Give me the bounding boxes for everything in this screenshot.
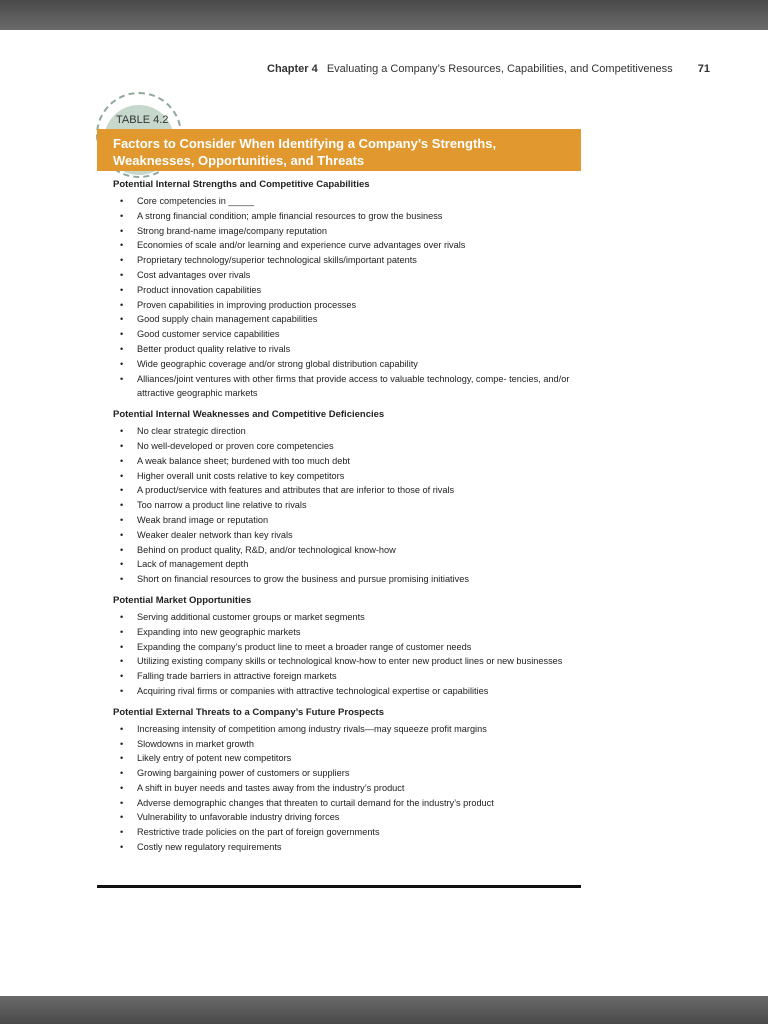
running-header (0, 63, 710, 75)
list-item: • Too narrow a product line relative to rivals (113, 498, 573, 513)
table-title-band (97, 129, 581, 171)
list-item: • Strong brand-name image/company reputation (113, 224, 573, 239)
section-heading: Potential Internal Strengths and Competitive Capabilities (113, 179, 370, 190)
list-item: • Likely entry of potent new competitors (113, 751, 573, 766)
list-item: • Adverse demographic changes that threaten to curtail demand for the industry’s product (113, 796, 573, 811)
list-item: • Expanding into new geographic markets (113, 625, 573, 640)
list-item: • Vulnerability to unfavorable industry driving forces (113, 810, 573, 825)
list-item: • Wide geographic coverage and/or strong global distribution capability (113, 357, 573, 372)
list-item: • Short on financial resources to grow the business and pursue promising initiatives (113, 572, 573, 587)
list-item: • Good supply chain management capabilities (113, 312, 573, 327)
section-heading: Potential Market Opportunities (113, 594, 252, 606)
list-item: • Serving additional customer groups or market segments (113, 610, 573, 625)
bullet-list (113, 610, 573, 699)
list-item: • No clear strategic direction (113, 424, 573, 439)
list-item: • Proprietary technology/superior technological skills/important patents (113, 253, 573, 268)
list-item: • Increasing intensity of competition among industry rivals—may squeeze profit margins (113, 722, 573, 737)
list-item: • Good customer service capabilities (113, 327, 573, 342)
bullet-list (113, 194, 573, 401)
list-item: • Growing bargaining power of customers or suppliers (113, 766, 573, 781)
list-item: • Economies of scale and/or learning and experience curve advantages over rivals (113, 238, 573, 253)
table-section (113, 408, 573, 587)
book-page (0, 30, 768, 996)
list-item: • Higher overall unit costs relative to key competitors (113, 469, 573, 484)
list-item: • Lack of management depth (113, 557, 573, 572)
list-item: • Alliances/joint ventures with other firms that provide access to valuable technology, compe- tencies, and/or attractive geographic markets (113, 372, 573, 402)
list-item: • Weaker dealer network than key rivals (113, 528, 573, 543)
list-item: • Weak brand image or reputation (113, 513, 573, 528)
list-item: • Falling trade barriers in attractive foreign markets (113, 669, 573, 684)
bullet-list (113, 424, 573, 587)
list-item: • Better product quality relative to rivals (113, 342, 573, 357)
list-item: • Core competencies in _____ (113, 194, 573, 209)
page-number: 71 (697, 63, 710, 75)
list-item: • Proven capabilities in improving production processes (113, 298, 573, 313)
list-item: • A product/service with features and attributes that are inferior to those of rivals (113, 483, 573, 498)
list-item: • Acquiring rival firms or companies with attractive technological expertise or capabilities (113, 684, 573, 699)
list-item: • Costly new regulatory requirements (113, 840, 573, 855)
table-title: Factors to Consider When Identifying a Company’s Strengths, Weaknesses, Opportunities, and Threats (113, 136, 497, 168)
table-content (113, 178, 573, 862)
list-item: • Restrictive trade policies on the part of foreign governments (113, 825, 573, 840)
table-section (113, 178, 573, 401)
table-label: TABLE 4.2 (116, 114, 169, 126)
list-item: • Product innovation capabilities (113, 283, 573, 298)
list-item: • A shift in buyer needs and tastes away from the industry’s product (113, 781, 573, 796)
list-item: • A weak balance sheet; burdened with too much debt (113, 454, 573, 469)
list-item: • Behind on product quality, R&D, and/or technological know-how (113, 543, 573, 558)
list-item: • Cost advantages over rivals (113, 268, 573, 283)
bullet-list (113, 722, 573, 855)
viewer-bottom-bar (0, 996, 768, 1024)
viewer-top-bar (0, 0, 768, 30)
list-item: • Slowdowns in market growth (113, 737, 573, 752)
list-item: • No well-developed or proven core competencies (113, 439, 573, 454)
chapter-title: Evaluating a Company’s Resources, Capabilities, and Competitiveness (326, 63, 673, 75)
list-item: • A strong financial condition; ample financial resources to grow the business (113, 209, 573, 224)
list-item: • Expanding the company’s product line to meet a broader range of customer needs (113, 640, 573, 655)
section-heading: Potential External Threats to a Company’s Future Prospects (113, 706, 384, 718)
table-bottom-rule (97, 885, 581, 888)
section-heading: Potential Internal Weaknesses and Competitive Deficiencies (113, 409, 385, 421)
table-section (113, 706, 573, 855)
table-section (113, 594, 573, 699)
chapter-label: Chapter 4 (267, 63, 318, 75)
list-item: • Utilizing existing company skills or technological know-how to enter new product lines or new businesses (113, 654, 573, 669)
